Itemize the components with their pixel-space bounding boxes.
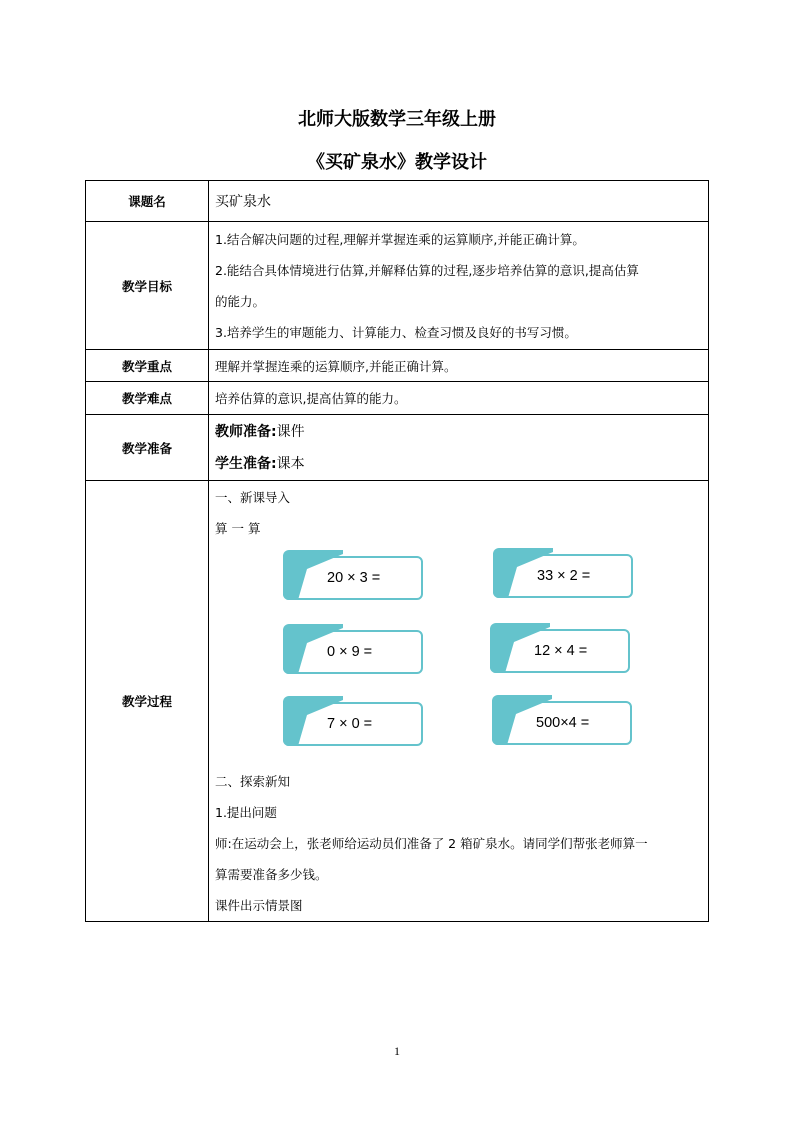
paragraph-line: 师:在运动会上，张老师给运动员们准备了 2 箱矿泉水。请同学们帮张老师算一 xyxy=(215,836,648,851)
label-preparation: 教学准备 xyxy=(86,415,209,481)
label-process: 教学过程 xyxy=(86,481,209,922)
value-process xyxy=(209,481,709,922)
page-number: 1 xyxy=(394,1044,400,1058)
calc-card xyxy=(492,695,632,743)
calc-expression: 0 × 9 = xyxy=(327,644,373,660)
paragraph-line: 算需要准备多少钱。 xyxy=(215,867,328,882)
value-topic xyxy=(209,181,709,222)
calc-card xyxy=(493,548,633,596)
teacher-prep xyxy=(215,416,702,448)
calc-card xyxy=(283,550,423,598)
goal-item: 的能力。 xyxy=(215,293,266,309)
calc-expression: 500×4 = xyxy=(536,715,590,731)
topic-text: 买矿泉水 xyxy=(215,194,271,210)
row-goals xyxy=(86,222,709,350)
value-key-point: 理解并掌握连乘的运算顺序,并能正确计算。 xyxy=(209,350,709,382)
calc-expression: 33 × 2 = xyxy=(537,568,591,584)
calc-expression: 12 × 4 = xyxy=(534,643,588,659)
row-preparation xyxy=(86,415,709,481)
calc-title: 算 一 算 xyxy=(215,521,261,536)
teacher-prep-value: 课件 xyxy=(276,423,305,440)
calc-card xyxy=(283,696,423,744)
value-goals xyxy=(209,222,709,350)
student-prep-label: 学生准备: xyxy=(215,455,277,472)
subsection-question: 1.提出问题 xyxy=(215,805,277,820)
calc-card xyxy=(490,623,630,671)
calc-expression: 20 × 3 = xyxy=(327,570,381,586)
lesson-plan-table xyxy=(85,180,709,922)
row-difficulty xyxy=(86,382,709,415)
goal-item: 2.能结合具体情境进行估算,并解释估算的过程,逐步培养估算的意识,提高估算 xyxy=(215,262,639,278)
section-intro: 一、新课导入 xyxy=(215,490,291,505)
calc-exercises xyxy=(215,544,702,766)
document-title: 北师大版数学三年级上册 xyxy=(298,109,496,130)
document-subtitle: 《买矿泉水》教学设计 xyxy=(307,152,487,173)
student-prep xyxy=(215,448,702,480)
label-goals: 教学目标 xyxy=(86,222,209,350)
calc-expression: 7 × 0 = xyxy=(327,716,373,732)
goal-item: 1.结合解决问题的过程,理解并掌握连乘的运算顺序,并能正确计算。 xyxy=(215,231,585,247)
goal-item: 3.培养学生的审题能力、计算能力、检查习惯及良好的书写习惯。 xyxy=(215,324,577,340)
section-explore: 二、探索新知 xyxy=(215,774,291,789)
value-preparation xyxy=(209,415,709,481)
row-process xyxy=(86,481,709,922)
label-difficulty: 教学难点 xyxy=(86,382,209,415)
teacher-prep-label: 教师准备: xyxy=(215,423,277,440)
row-key-point xyxy=(86,350,709,382)
row-topic xyxy=(86,181,709,222)
label-topic: 课题名 xyxy=(86,181,209,222)
label-key-point: 教学重点 xyxy=(86,350,209,382)
student-prep-value: 课本 xyxy=(276,455,305,472)
value-difficulty: 培养估算的意识,提高估算的能力。 xyxy=(209,382,709,415)
calc-card xyxy=(283,624,423,672)
paragraph-line: 课件出示情景图 xyxy=(215,898,303,913)
